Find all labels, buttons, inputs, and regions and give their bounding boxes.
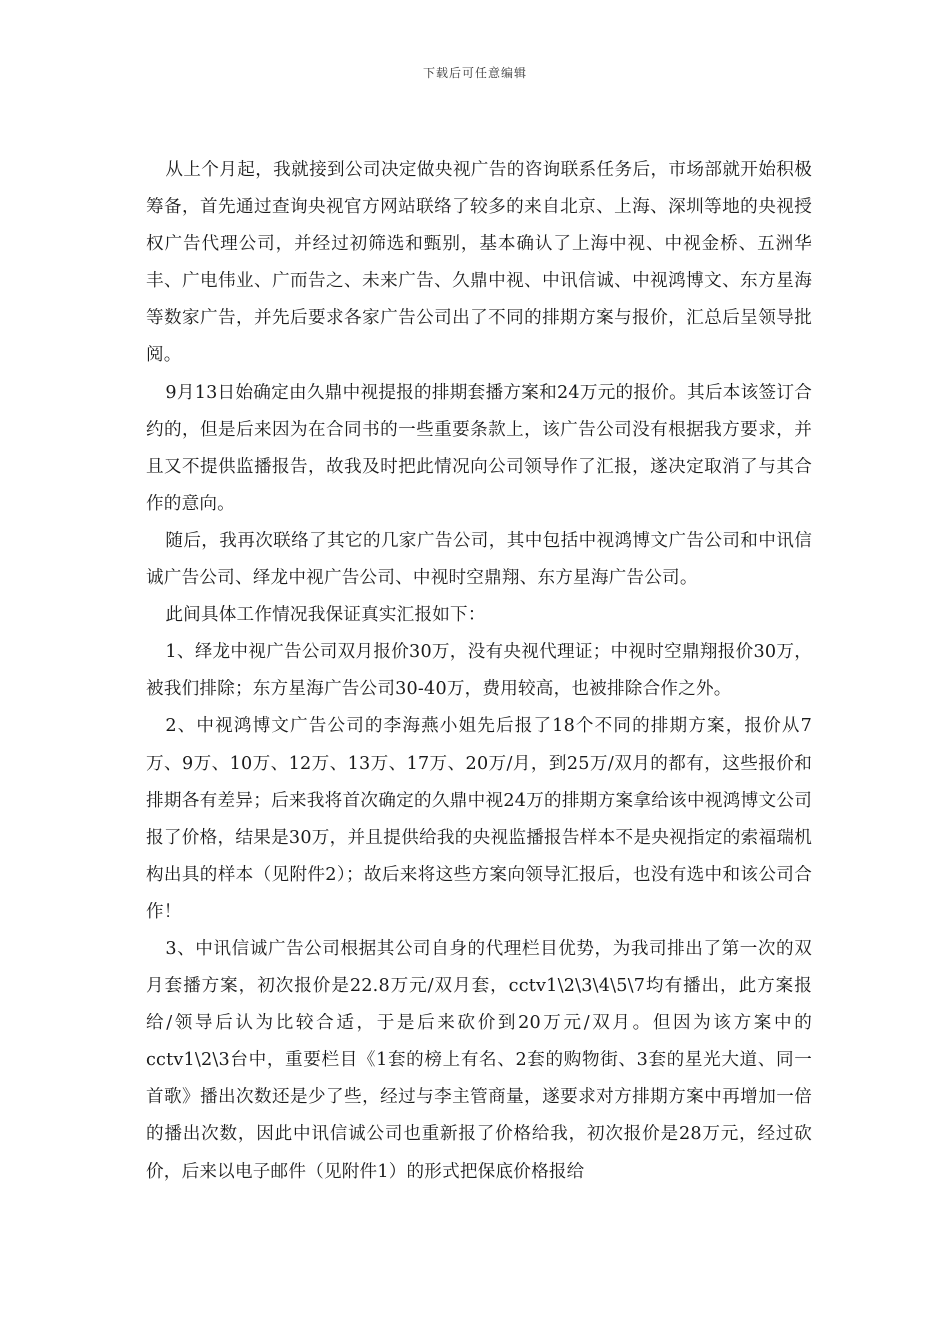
paragraph-intro: 从上个月起，我就接到公司决定做央视广告的咨询联系任务后，市场部就开始积极筹备，首先通过查询央视官方网站联络了较多的来自北京、上海、深圳等地的央视授权广告代理公司，并经过初筛选和甄别，基本确认了上海中视、中视金桥、五洲华丰、广电伟业、广而告之、未来广告、久鼎中视、中讯信诚、中视鸿博文、东方星海等数家广告，并先后要求各家广告公司出了不同的排期方案与报价，汇总后呈领导批阅。 <box>146 160 812 366</box>
document-body <box>146 152 812 1191</box>
page-header: 下载后可任意编辑 <box>422 66 527 80</box>
paragraph-item-3: 3、中讯信诚广告公司根据其公司自身的代理栏目优势，为我司排出了第一次的双月套播方案，初次报价是22.8万元/双月套，cctv1\2\3\4\5\7均有播出，此方案报给/领导后认为比较合适，于是后来砍价到20万元/双月。但因为该方案中的cctv1\2\3台中，重要栏目《1套的榜上有名、2套的购物街、3套的星光大道、同一首歌》播出次数还是少了些，经过与李主管商量，遂要求对方排期方案中再增加一倍的播出次数，因此中讯信诚公司也重新报了价格给我，初次报价是28万元，经过砍价，后来以电子邮件（见附件1）的形式把保底价格报给 <box>146 938 812 1182</box>
paragraph-item-1: 1、绎龙中视广告公司双月报价30万，没有央视代理证；中视时空鼎翔报价30万，被我们排除；东方星海广告公司30-40万，费用较高，也被排除合作之外。 <box>146 642 812 700</box>
paragraph-contact: 随后，我再次联络了其它的几家广告公司，其中包括中视鸿博文广告公司和中讯信诚广告公司、绎龙中视广告公司、中视时空鼎翔、东方星海广告公司。 <box>146 530 812 589</box>
paragraph-item-2: 2、中视鸿博文广告公司的李海燕小姐先后报了18个不同的排期方案，报价从7万、9万、10万、12万、13万、17万、20万/月，到25万/双月的都有，这些报价和排期各有差异；后来我将首次确定的久鼎中视24万的排期方案拿给该中视鸿博文公司报了价格，结果是30万，并且提供给我的央视监播报告样本不是央视指定的索福瑞机构出具的样本（见附件2）；故后来将这些方案向领导汇报后，也没有选中和该公司合作！ <box>146 716 812 922</box>
paragraph-decision: 9月13日始确定由久鼎中视提报的排期套播方案和24万元的报价。其后本该签订合约的，但是后来因为在合同书的一些重要条款上，该广告公司没有根据我方要求，并且又不提供监播报告，故我及时把此情况向公司领导作了汇报，遂决定取消了与其合作的意向。 <box>146 382 812 514</box>
paragraph-report-lead: 此间具体工作情况我保证真实汇报如下： <box>165 605 486 626</box>
